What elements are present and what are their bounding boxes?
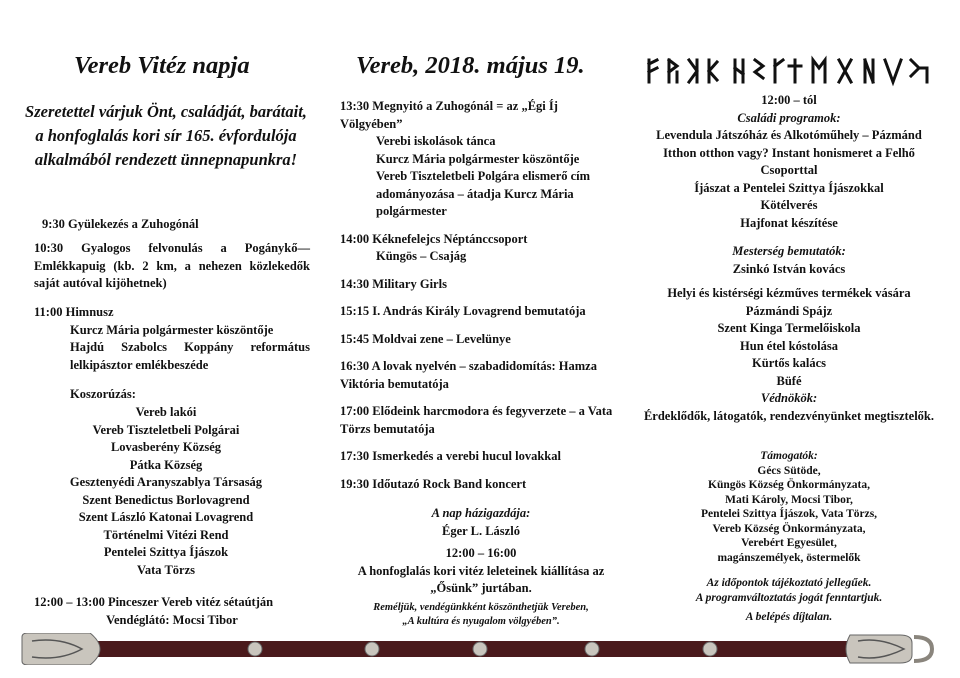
closing-text: Reméljük, vendégünkként köszönthetjük Vereben, „A kultúra és nyugalom völgyében”. xyxy=(373,602,589,627)
exhibit-block: 12:00 – 16:00 A honfoglalás kori vitéz leleteinek kiállítása az „Ősünk” jurtában. xyxy=(357,546,605,595)
program-item: 14:30 Military Girls xyxy=(340,276,447,291)
program-item: 16:30 A lovak nyelvén – szabadidomítás: Hamza Viktória bemutatója xyxy=(340,359,597,391)
family-programs: 12:00 – tól Családi programok: Levendula Játszóház és Alkotóműhely – Pázmánd Itthon otthon vagy? Instant honismeret a Felhő Csoporttal Íjászat a Pentelei Szittya Íjászokkal Kötélverés Hajfonat készítése xyxy=(656,93,922,230)
koszoruzas-label: Koszorúzás: xyxy=(70,387,136,401)
koszoruzas-list: Vereb lakói Vereb Tiszteletbeli Polgárai Lovasberény Község Pátka Község Gesztenyédi Aranyszablya Társaság Szent Benedictus Borlovagrend Szent László Katonai Lovagrend Történelmi Vitézi Rend Pentelei Szittya Íjászok Vata Törzs xyxy=(69,405,263,577)
entry-text: A belépés díjtalan. xyxy=(745,611,833,623)
program-item: 14:00 Kéknefelejcs Néptánccsoport Küngös – Csajág xyxy=(340,231,528,263)
program-list xyxy=(340,98,620,499)
patrons-block: Védnökök: Érdeklődők, látogatók, rendezvényünket megtisztelők. xyxy=(643,391,935,423)
runic-inscription xyxy=(643,54,937,88)
belt-end-left xyxy=(22,633,100,665)
event-title: Vereb Vitéz napja xyxy=(74,52,250,79)
craft-demos: Mesterség bemutatók: Zsinkó István kovács xyxy=(732,244,846,276)
belt-buckle-plate xyxy=(846,635,912,663)
invitation-text: Szeretettel várjuk Önt, családját, barátait, a honfoglalás kori sír 165. évfordulója alkalmából rendezett ünnepnapunkra! xyxy=(25,102,307,169)
program-item: 17:00 Elődeink harcmodora és fegyverzete – a Vata Törzs bemutatója xyxy=(340,404,613,436)
belt-stud xyxy=(365,642,379,656)
host-block: A nap házigazdája: Éger L. László xyxy=(431,506,531,538)
event-date: Vereb, 2018. május 19. xyxy=(356,52,585,79)
belt-stud xyxy=(248,642,262,656)
supporters-block: Támogatók: Gécs Sütöde, Küngös Község Önkormányzata, Mati Károly, Mocsi Tibor, Pentelei Szittya Íjászok, Vata Törzs, Vereb Község Önkormányzata, Verebért Egyesület, magánszemélyek, östermelők xyxy=(700,450,878,564)
program-item: 13:30 Megnyitó a Zuhogónál = az „Égi Íj Völgyében” Verebi iskolások tánca Kurcz Mária polgármester köszöntője Vereb Tiszteletbeli Polgára elismerő cím adományozása – átadja Kurcz Mária polgármester xyxy=(340,99,591,218)
schedule-item-pinceszer: 12:00 – 13:00 Pinceszer Vereb vitéz sétaútján Vendéglátó: Mocsi Tibor xyxy=(34,595,274,627)
notice-text: Az időpontok tájékoztató jellegűek. A programváltoztatás jogát fenntartjuk. xyxy=(695,577,883,604)
decorative-belt xyxy=(20,633,940,665)
schedule-item: 9:30 Gyülekezés a Zuhogónál xyxy=(42,217,199,231)
program-item: 15:45 Moldvai zene – Levelünye xyxy=(340,331,511,346)
program-item: 17:30 Ismerkedés a verebi hucul lovakkal xyxy=(340,449,561,463)
program-item: 15:15 I. András Király Lovagrend bemutatója xyxy=(340,304,586,318)
belt-buckle-ring xyxy=(914,637,932,661)
belt-stud xyxy=(585,642,599,656)
belt-strap xyxy=(60,641,880,657)
program-item: 19:30 Időutazó Rock Band koncert xyxy=(340,476,527,491)
schedule-item: 10:30 Gyalogos felvonulás a Pogánykő— Emlékkapuig (kb. 2 km, a nehezen közlekedők saját autóval kijöhetnek) xyxy=(34,241,310,290)
market-list: Helyi és kistérségi kézműves termékek vására Pázmándi Spájz Szent Kinga Termelőiskola Hun étel kóstolása Kürtős kalács Büfé xyxy=(667,286,911,388)
belt-stud xyxy=(703,642,717,656)
belt-stud xyxy=(473,642,487,656)
schedule-item-himnusz: 11:00 Himnusz Kurcz Mária polgármester köszöntője Hajdú Szabolcs Koppány református lelkipásztor emlékbeszéde xyxy=(34,305,310,372)
